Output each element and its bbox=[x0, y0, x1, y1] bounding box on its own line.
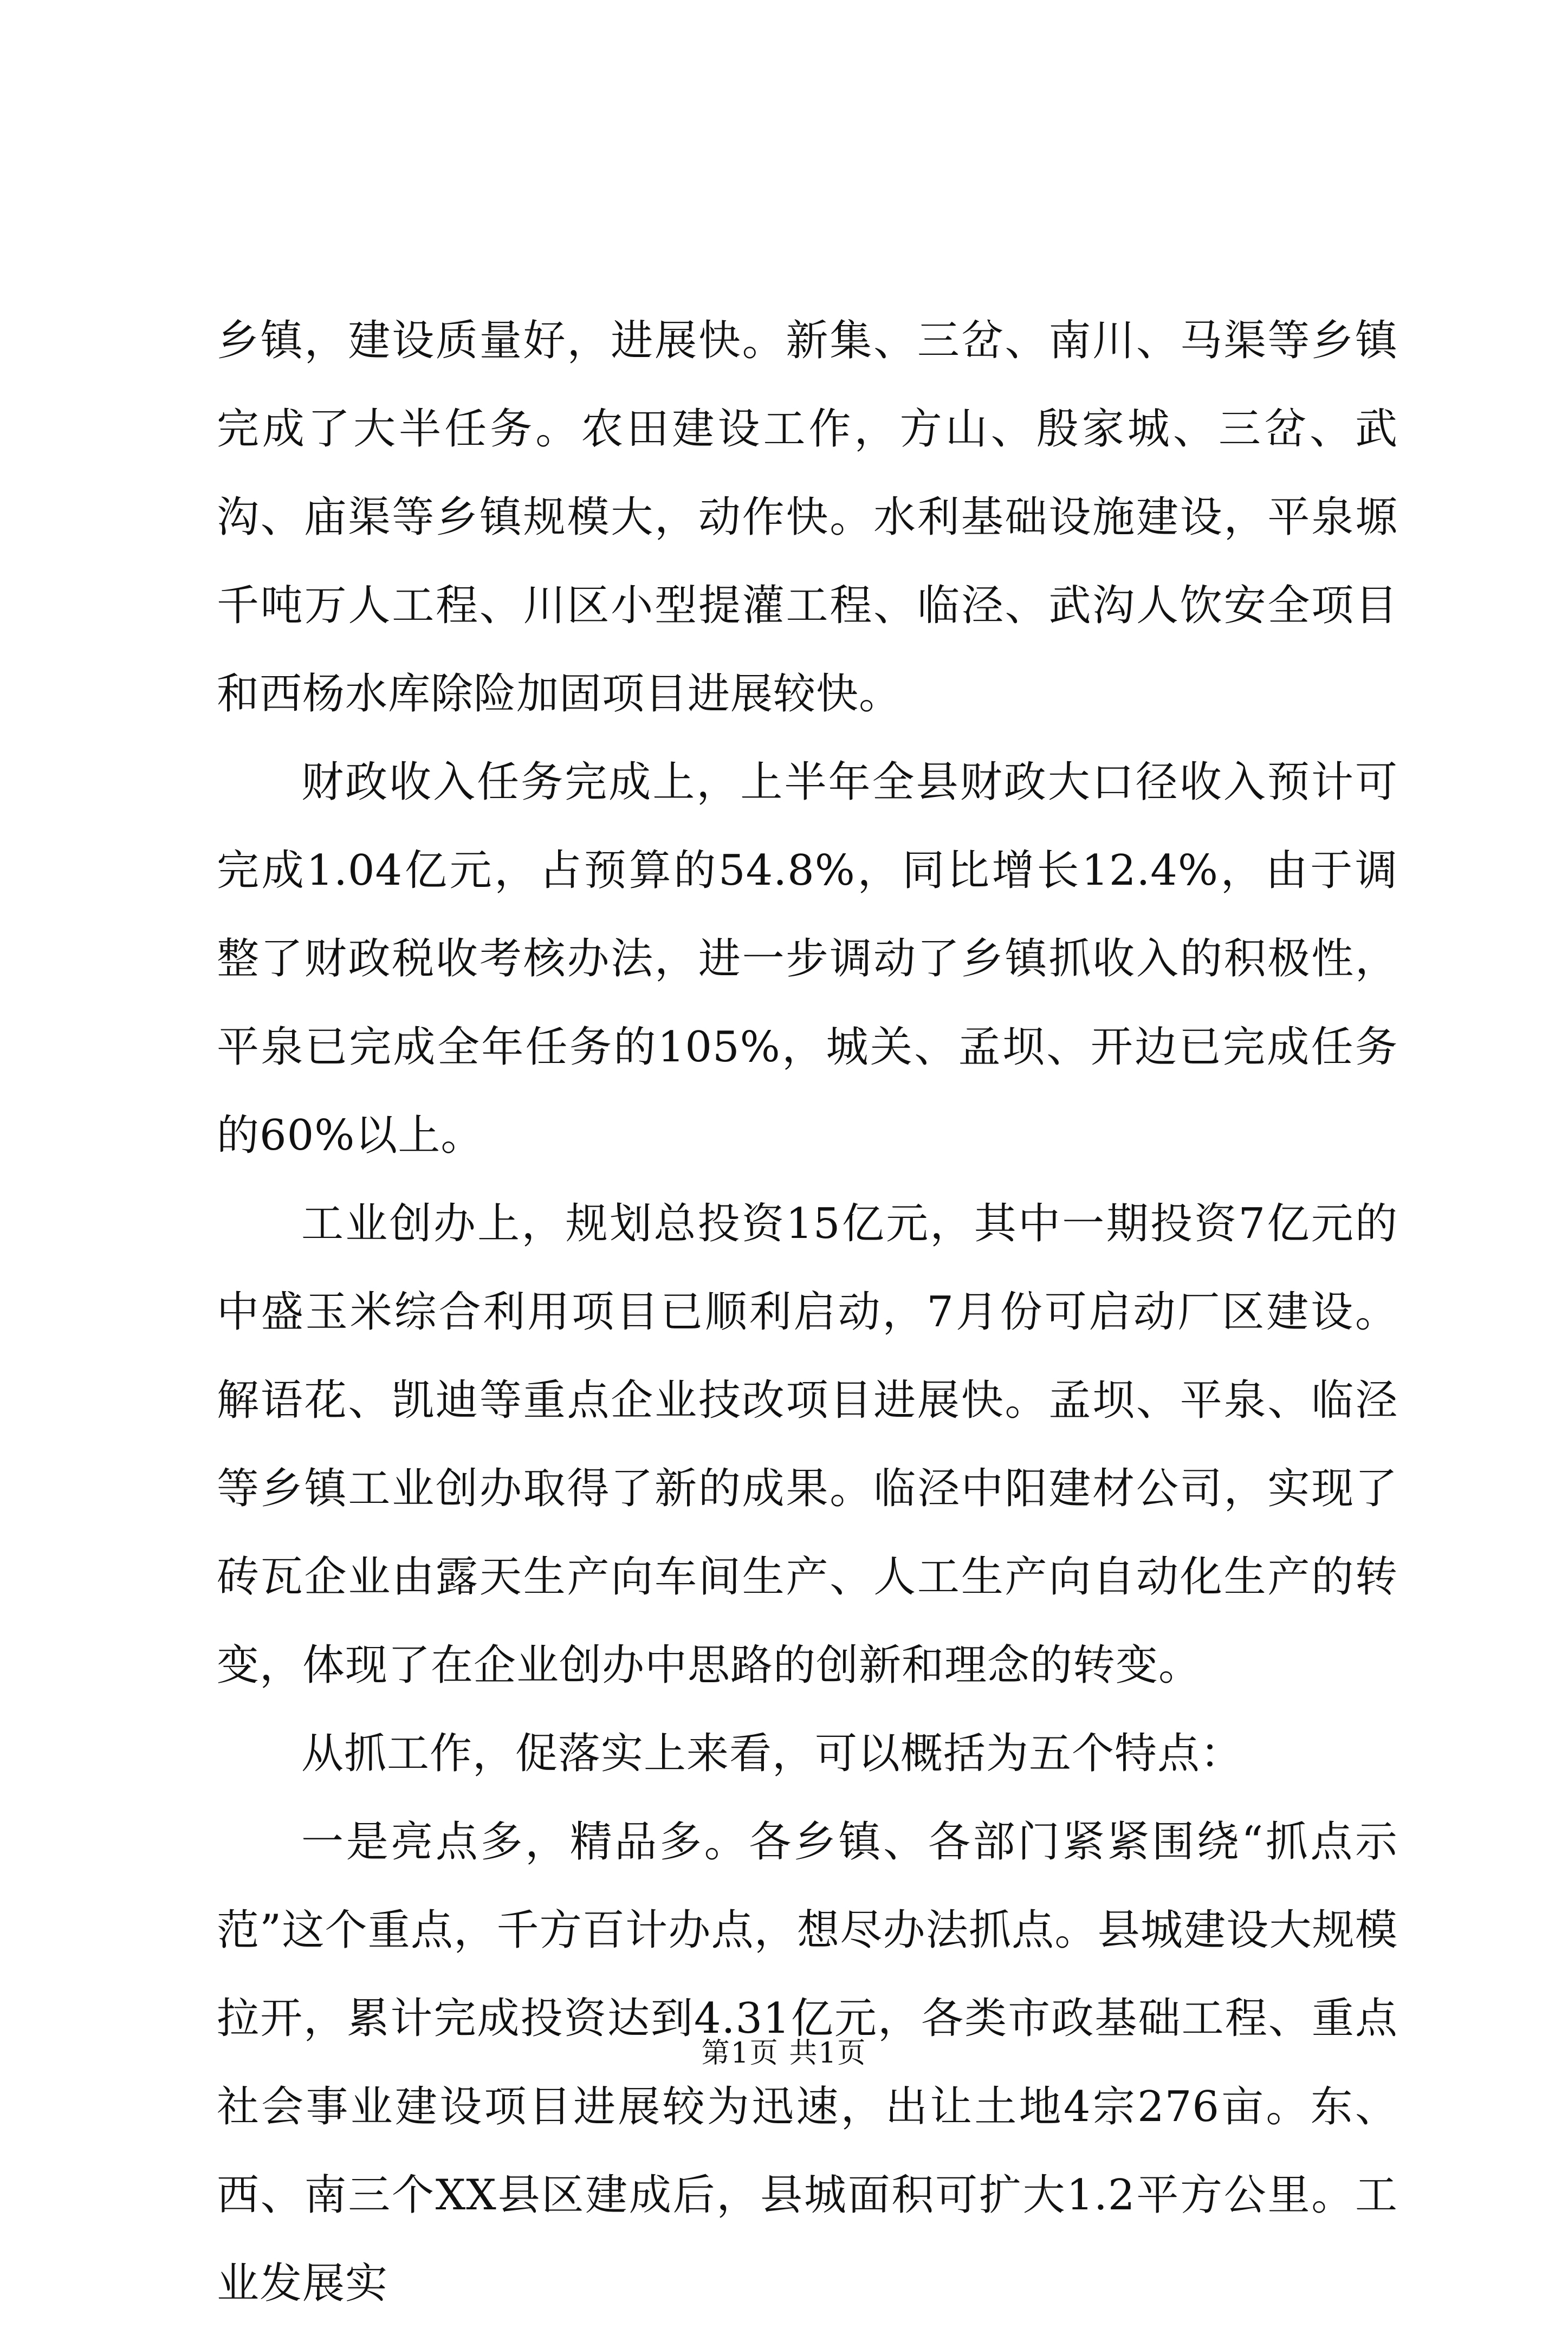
paragraph-1: 乡镇，建设质量好，进展快。新集、三岔、南川、马渠等乡镇完成了大半任务。农田建设工作，方山、殷家城、三岔、武沟、庙渠等乡镇规模大，动作快。水利基础设施建设，平泉塬千吨万人工程、川区小型提灌工程、临泾、武沟人饮安全项目和西杨水库除险加固项目进展较快。 bbox=[217, 316, 1398, 718]
paragraph-4: 从抓工作，促落实上来看，可以概括为五个特点： bbox=[301, 1729, 1243, 1778]
paragraph-2: 财政收入任务完成上，上半年全县财政大口径收入预计可完成1.04亿元，占预算的54.8%，同比增长12.4%，由于调整了财政税收考核办法，进一步调动了乡镇抓收入的积极性，平泉已完成全年任务的105%，城关、孟坝、开边已完成任务的60%以上。 bbox=[217, 758, 1398, 1160]
paragraph-3: 工业创办上，规划总投资15亿元，其中一期投资7亿元的中盛玉米综合利用项目已顺利启动，7月份可启动厂区建设。解语花、凯迪等重点企业技改项目进展快。孟坝、平泉、临泾等乡镇工业创办取得了新的成果。临泾中阳建材公司，实现了砖瓦企业由露天生产向车间生产、人工生产向自动化生产的转变，体现了在企业创办中思路的创新和理念的转变。 bbox=[217, 1199, 1398, 1690]
document-body bbox=[217, 297, 1398, 2328]
paragraph-5: 一是亮点多，精品多。各乡镇、各部门紧紧围绕“抓点示范”这个重点，千方百计办点，想尽办法抓点。县城建设大规模拉开，累计完成投资达到4.31亿元，各类市政基础工程、重点社会事业建设项目进展较为迅速，出让土地4宗276亩。东、西、南三个XX县区建成后，县城面积可扩大1.2平方公里。工业发展实 bbox=[217, 1818, 1398, 2308]
page-footer: 第1页 共1页 bbox=[701, 2037, 867, 2070]
